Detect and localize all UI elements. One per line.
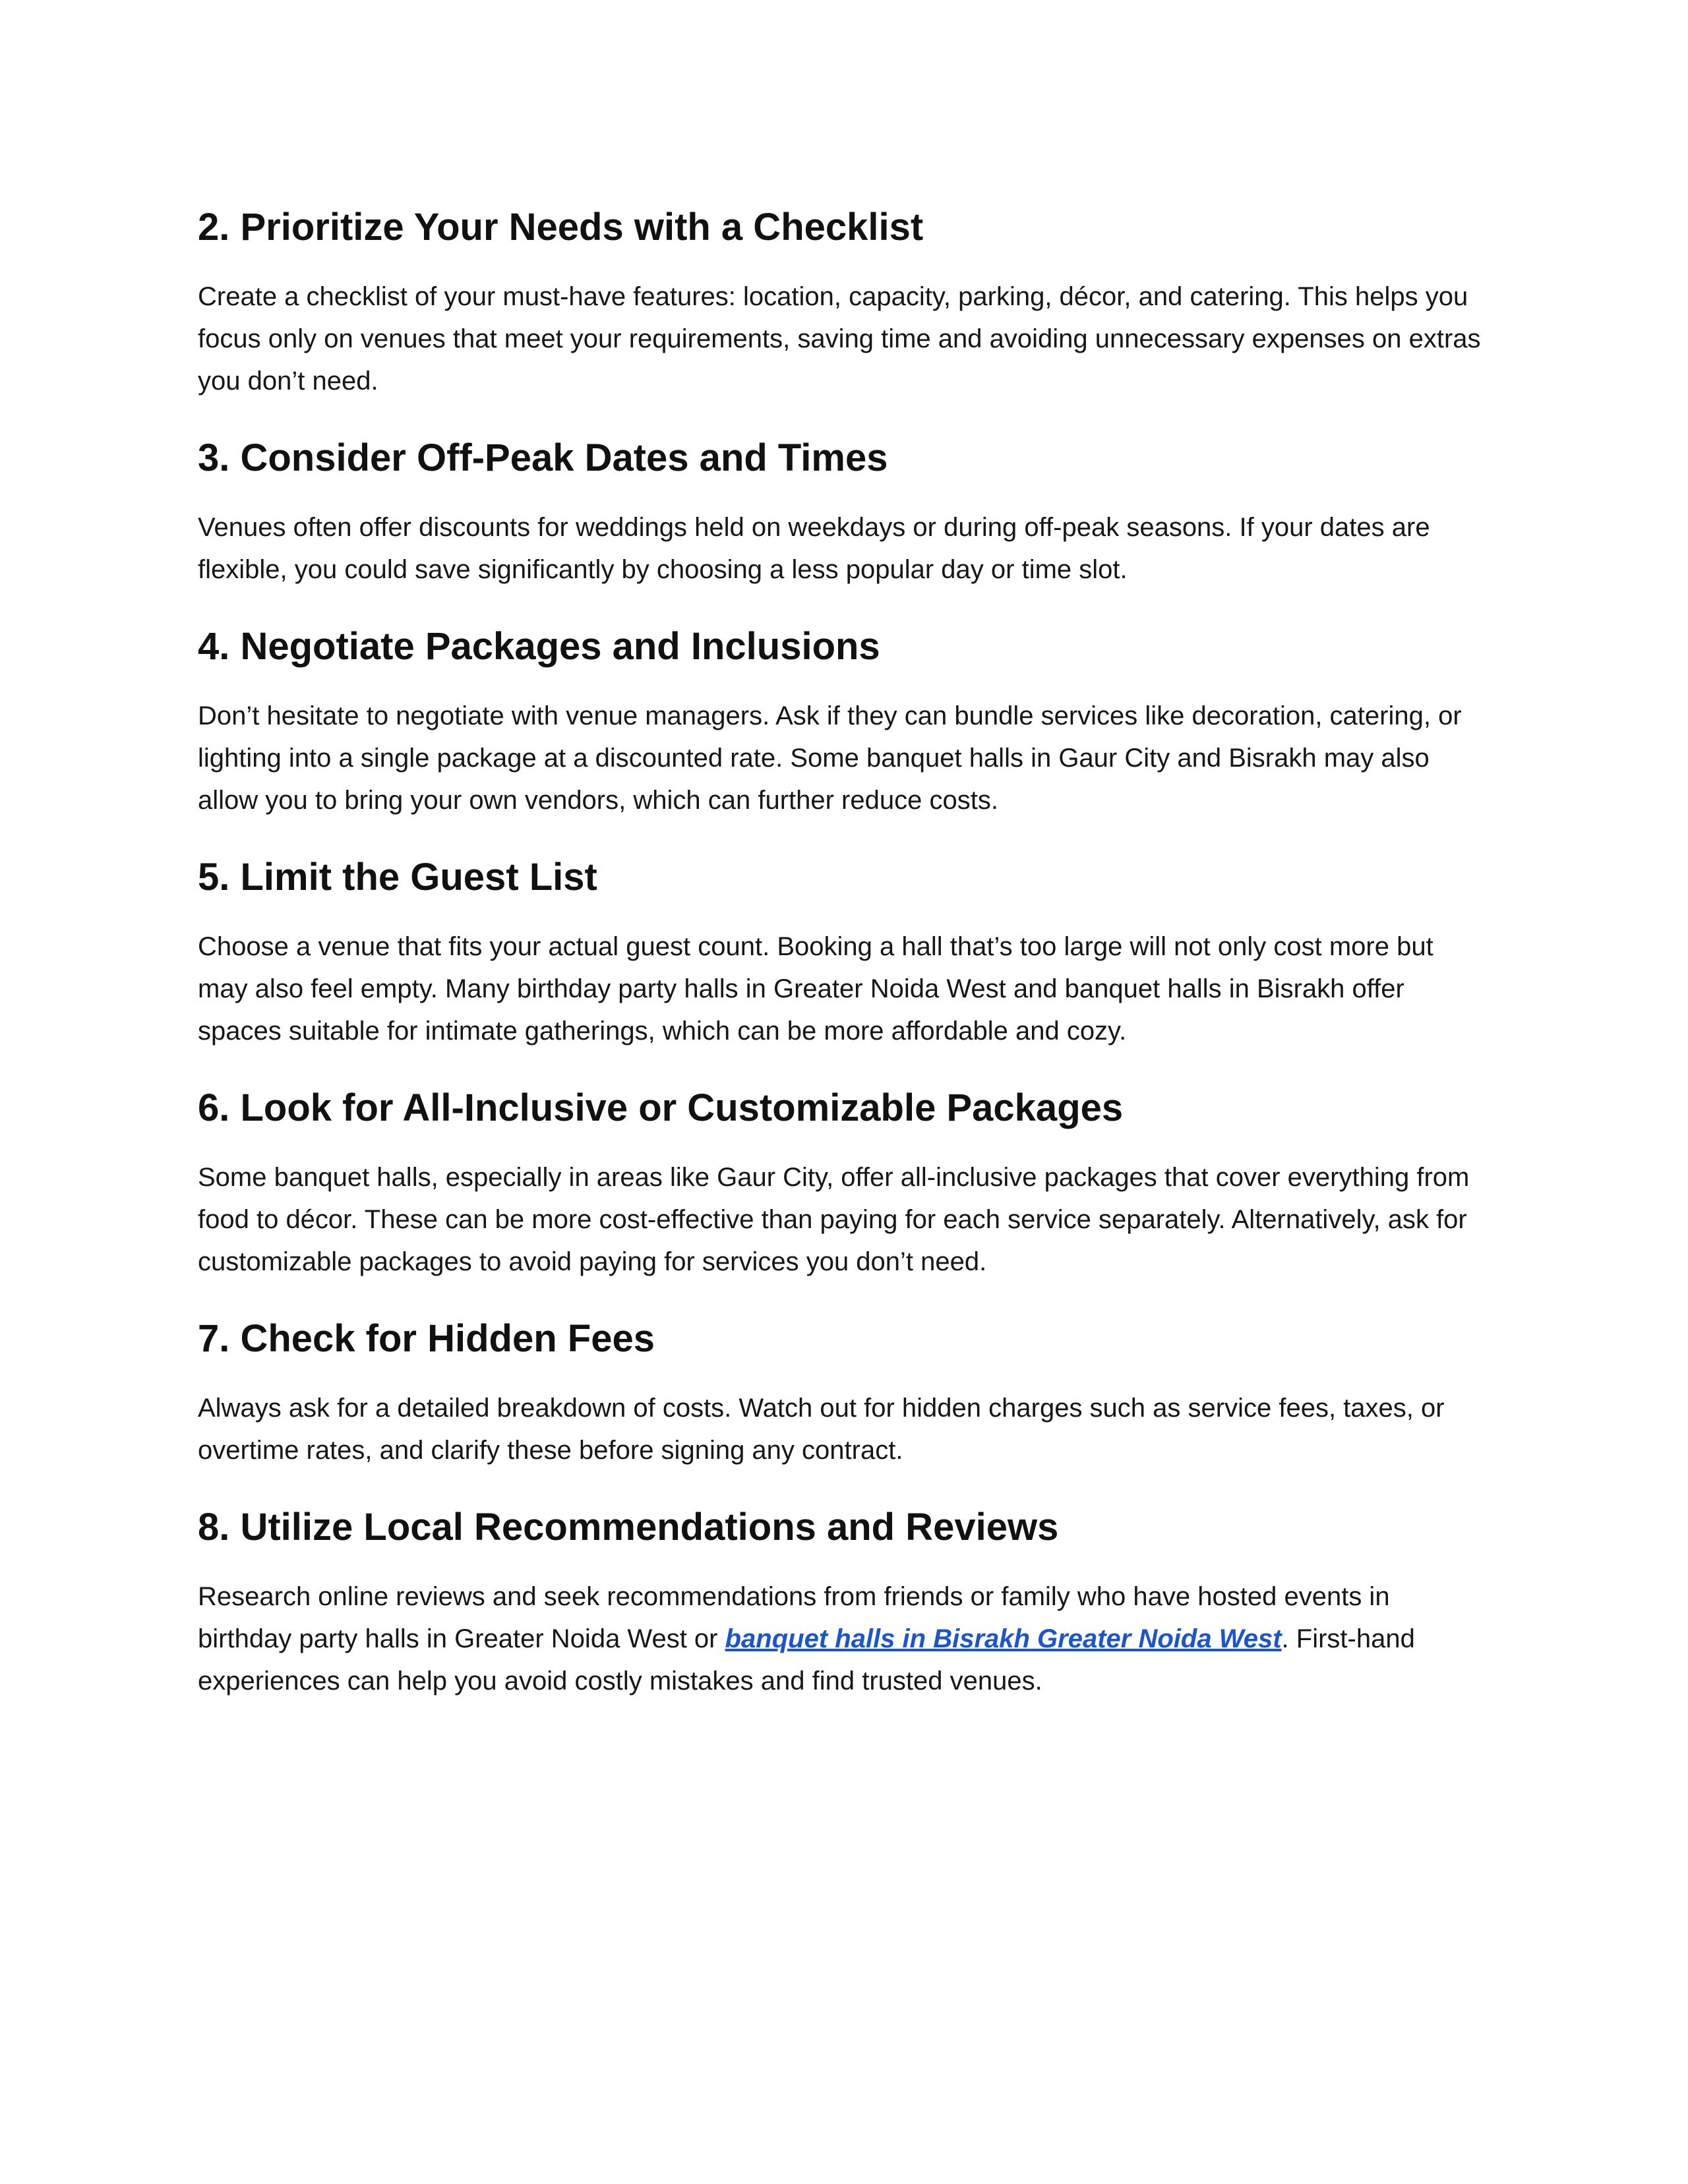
section-body: Venues often offer discounts for weddings held on weekdays or during off-peak seasons. If your dates are flexible, you could save significantly by choosing a less popular day or time slot. [198,513,1430,584]
section-off-peak-dates [198,428,1490,591]
body-text-after-link: . First-hand experiences can help you avoid costly mistakes and find trusted venues. [198,1624,1415,1696]
document-page [198,198,1490,1728]
banquet-halls-link[interactable]: banquet halls in Bisrakh Greater Noida West [725,1624,1282,1653]
section-negotiate-packages [198,617,1490,821]
section-heading: 3. Consider Off-Peak Dates and Times [198,436,888,479]
section-body: Some banquet halls, especially in areas like Gaur City, offer all-inclusive packages that cover everything from food to décor. These can be more cost-effective than paying for each service separately. Alternatively, ask for customizable packages to avoid paying for services you don’t need. [198,1163,1470,1276]
section-heading: 5. Limit the Guest List [198,856,597,899]
section-body: Always ask for a detailed breakdown of costs. Watch out for hidden charges such as service fees, taxes, or overtime rates, and clarify these before signing any contract. [198,1394,1445,1465]
section-heading: 4. Negotiate Packages and Inclusions [198,625,880,668]
section-prioritize-needs [198,198,1490,402]
section-body: Don’t hesitate to negotiate with venue managers. Ask if they can bundle services like decoration, catering, or lighting into a single package at a discounted rate. Some banquet halls in Gaur City and Bisrakh may also allow you to bring your own vendors, which can further reduce costs. [198,701,1462,815]
section-limit-guest-list [198,848,1490,1052]
section-body: Create a checklist of your must-have features: location, capacity, parking, décor, and catering. This helps you focus only on venues that meet your requirements, saving time and avoiding unnecessary expenses on extras you don’t need. [198,282,1481,396]
section-body: Choose a venue that fits your actual guest count. Booking a hall that’s too large will not only cost more but may also feel empty. Many birthday party halls in Greater Noida West and banquet halls in Bisrakh offer spaces suitable for intimate gatherings, which can be more affordable and cozy. [198,932,1433,1046]
section-heading: 7. Check for Hidden Fees [198,1317,655,1360]
body-text-before-link: Research online reviews and seek recommendations from friends or family who have hosted events in birthday party halls in Greater Noida West or [198,1582,1390,1653]
section-hidden-fees [198,1309,1490,1471]
section-heading: 6. Look for All-Inclusive or Customizable Packages [198,1086,1124,1129]
section-all-inclusive-packages [198,1078,1490,1283]
section-local-recommendations [198,1498,1490,1702]
section-heading: 2. Prioritize Your Needs with a Checklist [198,206,924,249]
section-heading: 8. Utilize Local Recommendations and Reviews [198,1506,1059,1549]
section-body [198,1576,1490,1702]
